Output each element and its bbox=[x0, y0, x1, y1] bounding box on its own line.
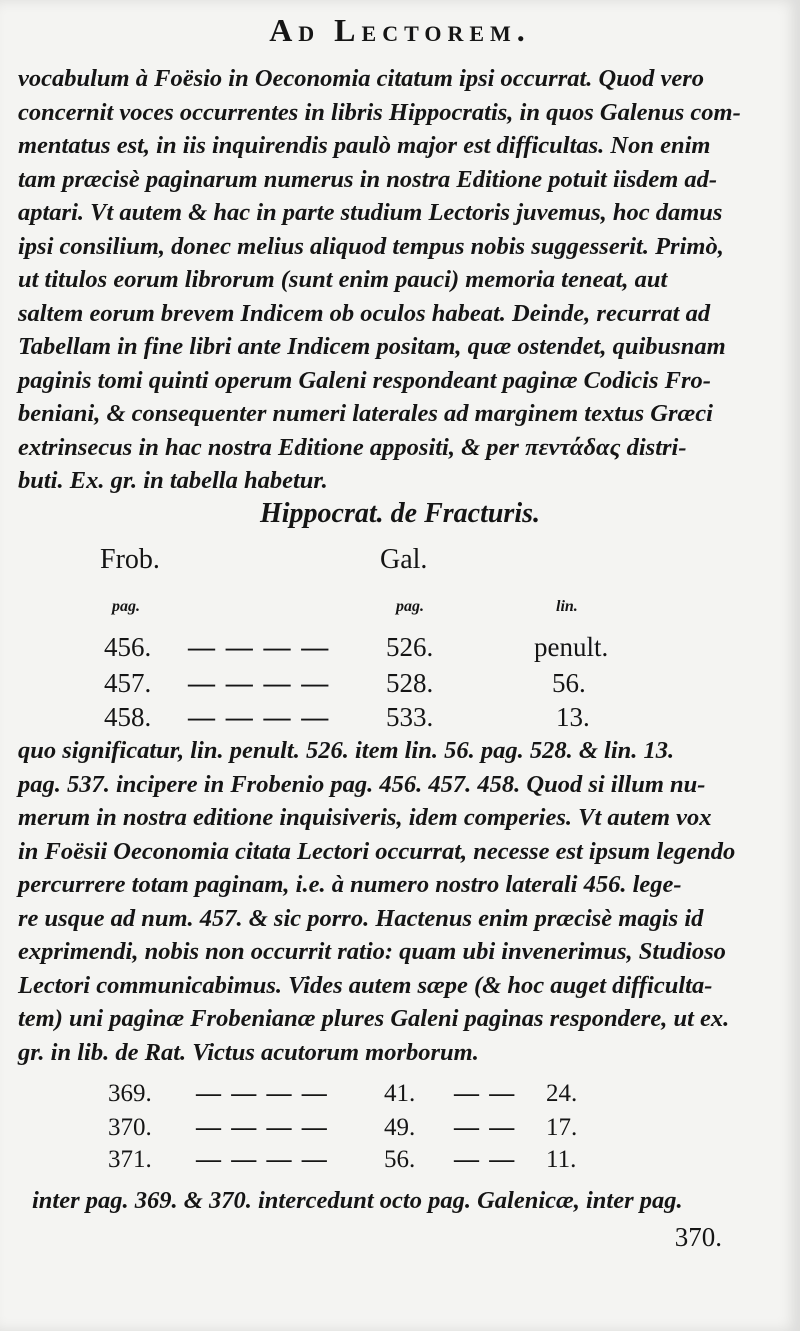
line-ref: 13. bbox=[556, 702, 590, 732]
text-line: gr. in lib. de Rat. Victus acutorum morborum. bbox=[18, 1038, 479, 1066]
table-row bbox=[0, 1114, 800, 1148]
gal-page: 526. bbox=[386, 632, 434, 662]
dash-leader: — — — — bbox=[196, 1114, 329, 1141]
table-row bbox=[0, 702, 800, 738]
frob-page: 457. bbox=[104, 668, 152, 698]
text-line: ipsi consilium, donec melius aliquod tempus nobis suggesserit. Primò, bbox=[18, 232, 724, 260]
dash-leader: — — bbox=[454, 1146, 517, 1173]
text-line: aptari. Vt autem & hac in parte studium Lectoris juvemus, hoc damus bbox=[18, 199, 723, 226]
text-line: mentatus est, in iis inquirendis paulò major est difficultas. Non enim bbox=[18, 132, 711, 159]
sub-header-pag: pag. bbox=[112, 598, 140, 615]
dash-leader: — — — — bbox=[196, 1080, 329, 1107]
line-ref: 17. bbox=[546, 1114, 578, 1141]
frob-page: 371. bbox=[108, 1146, 152, 1173]
text-line: vocabulum à Foësio in Oeconomia citatum ipsi occurrat. Quod vero bbox=[18, 65, 705, 92]
text-line: in Foësii Oeconomia citata Lectori occurrat, necesse est ipsum legendo bbox=[18, 837, 736, 865]
text-line: saltem eorum brevem Indicem ob oculos habeat. Deinde, recurrat ad bbox=[18, 299, 711, 327]
line-ref: 56. bbox=[552, 668, 586, 698]
column-header-frob: Frob. bbox=[100, 544, 160, 575]
text-line: Tabellam in fine libri ante Indicem positam, quæ ostendet, quibusnam bbox=[18, 333, 726, 360]
text-line: buti. Ex. gr. in tabella habetur. bbox=[18, 467, 328, 494]
text-line: beniani, & consequenter numeri laterales ad marginem textus Græci bbox=[18, 400, 713, 427]
paragraph-explanation bbox=[18, 734, 736, 1069]
gal-page: 528. bbox=[386, 668, 434, 698]
text-line: inter pag. 369. & 370. intercedunt octo pag. Galenicæ, inter pag. bbox=[32, 1187, 683, 1214]
gal-page: 56. bbox=[384, 1146, 416, 1173]
text-line: tam præcisè paginarum numerus in nostra Editione potuit iisdem ad- bbox=[18, 165, 718, 193]
table-title: Hippocrat. de Fracturis. bbox=[259, 498, 540, 529]
gal-page: 533. bbox=[386, 702, 434, 732]
sub-header-lin: lin. bbox=[556, 598, 578, 615]
dash-leader: — — — — bbox=[196, 1146, 329, 1173]
paragraph-intro bbox=[18, 62, 741, 498]
table-row bbox=[0, 632, 800, 668]
text-line: Lectori communicabimus. Vides autem sæpe (& hoc auget difficulta- bbox=[18, 971, 713, 999]
dash-leader: — — bbox=[454, 1114, 517, 1141]
gal-page: 41. bbox=[384, 1080, 416, 1107]
dash-leader: — — — — bbox=[188, 668, 331, 698]
dash-leader: — — bbox=[454, 1080, 517, 1107]
dash-leader: — — — — bbox=[188, 632, 331, 662]
sub-header-pag: pag. bbox=[396, 598, 424, 615]
frob-page: 369. bbox=[108, 1080, 152, 1107]
frob-page: 370. bbox=[108, 1114, 152, 1141]
text-line: percurrere totam paginam, i.e. à numero nostro laterali 456. lege- bbox=[18, 871, 682, 898]
line-ref: 11. bbox=[546, 1146, 577, 1173]
column-header-gal: Gal. bbox=[380, 544, 428, 575]
dash-leader: — — — — bbox=[188, 702, 331, 732]
text-line: re usque ad num. 457. & sic porro. Hactenus enim præcisè magis id bbox=[18, 904, 704, 932]
text-line: ut titulos eorum librorum (sunt enim pauci) memoria teneat, aut bbox=[18, 266, 668, 293]
table-column-headers bbox=[0, 544, 800, 584]
text-line: concernit voces occurrentes in libris Hippocratis, in quos Galenus com- bbox=[18, 98, 741, 126]
text-line: exprimendi, nobis non occurrit ratio: quam ubi invenerimus, Studioso bbox=[18, 938, 726, 965]
text-line: pag. 537. incipere in Frobenio pag. 456. 457. 458. Quod si illum nu- bbox=[18, 770, 706, 798]
text-line: quo significatur, lin. penult. 526. item lin. 56. pag. 528. & lin. 13. bbox=[18, 737, 675, 764]
text-line: paginis tomi quinti operum Galeni respondeant paginæ Codicis Fro- bbox=[18, 366, 711, 394]
line-ref: 24. bbox=[546, 1080, 578, 1107]
table-row bbox=[0, 1146, 800, 1180]
text-line: tem) uni paginæ Frobenianæ plures Galeni paginas respondere, ut ex. bbox=[18, 1005, 730, 1032]
catchword: 370. bbox=[674, 1222, 722, 1252]
table-row bbox=[0, 668, 800, 704]
frob-page: 458. bbox=[104, 702, 152, 732]
running-header: Ad Lectorem. bbox=[269, 12, 531, 48]
line-ref: penult. bbox=[534, 632, 609, 662]
frob-page: 456. bbox=[104, 632, 152, 662]
table-sub-headers bbox=[0, 598, 800, 622]
text-line: merum in nostra editione inquisiveris, idem comperies. Vt autem vox bbox=[18, 804, 712, 831]
gal-page: 49. bbox=[384, 1114, 416, 1141]
table-row bbox=[0, 1080, 800, 1114]
text-line: extrinsecus in hac nostra Editione appositi, & per πεντάδας distri- bbox=[18, 433, 687, 461]
